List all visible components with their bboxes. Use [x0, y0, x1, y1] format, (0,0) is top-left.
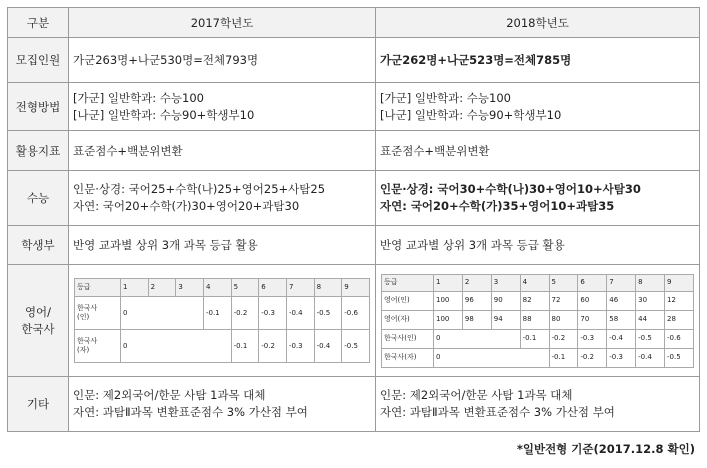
grade-cell: 12 — [665, 291, 694, 310]
grade-cell: 100 — [434, 291, 463, 310]
grade-2017-header-row — [75, 279, 370, 297]
index-2018: 표준점수+백분위변환 — [376, 131, 700, 171]
grade-table-2018 — [381, 274, 694, 368]
grade-cell: -0.4 — [314, 330, 342, 363]
grade-cell: 46 — [607, 291, 636, 310]
grade-table-2017 — [74, 278, 370, 363]
row-grades — [8, 265, 700, 377]
suneung-2017-line2: 자연: 국어20+수학(가)30+영어20+과탐30 — [73, 199, 300, 213]
grade-cell: 90 — [491, 291, 520, 310]
other-2018 — [376, 377, 700, 432]
grade-cell: -0.1 — [231, 330, 259, 363]
grade-cell: 80 — [549, 310, 578, 329]
footnote: *일반전형 기준(2017.12.8 확인) — [516, 442, 695, 456]
label-record: 학생부 — [8, 226, 69, 265]
grades-2018 — [376, 265, 700, 377]
row-record — [8, 226, 700, 265]
grade-cell: 58 — [607, 310, 636, 329]
grade-cell: 0 — [434, 348, 550, 367]
grade-cell: -0.6 — [342, 297, 370, 330]
grades-2017 — [69, 265, 376, 377]
grade-cell: 5 — [231, 279, 259, 297]
suneung-2018-line2: 자연: 국어20+수학(가)35+영어10+과탐35 — [380, 199, 615, 213]
row-index — [8, 131, 700, 171]
label-other: 기타 — [8, 377, 69, 432]
grade-cell: 0 — [121, 297, 204, 330]
grade-cell: 0 — [121, 330, 232, 363]
grade-cell: 60 — [578, 291, 607, 310]
grade-row-name — [75, 330, 121, 363]
recruit-2018: 가군262명+나군523명=전체785명 — [376, 38, 700, 83]
grade-2018-english-ja-row — [382, 310, 694, 329]
method-2017-line2: [나군] 일반학과: 수능90+학생부10 — [73, 107, 255, 122]
grade-row-name — [75, 297, 121, 330]
grade-cell: 30 — [636, 291, 665, 310]
grade-cell: 96 — [462, 291, 491, 310]
row-other — [8, 377, 700, 432]
grade-cell: 94 — [491, 310, 520, 329]
grade-cell: 72 — [549, 291, 578, 310]
label-index: 활용지표 — [8, 131, 69, 171]
record-2018: 반영 교과별 상위 3개 과목 등급 활용 — [376, 226, 700, 265]
record-2017: 반영 교과별 상위 3개 과목 등급 활용 — [69, 226, 376, 265]
grade-cell: -0.1 — [549, 348, 578, 367]
other-2018-line2: 자연: 과탐Ⅱ과목 변환표준점수 3% 가산점 부여 — [380, 405, 615, 419]
grade-cell: 8 — [636, 274, 665, 291]
grade-cell: 등급 — [75, 279, 121, 297]
header-2017: 2017학년도 — [69, 8, 376, 38]
grade-cell: 100 — [434, 310, 463, 329]
grade-row-name: 영어(인) — [382, 291, 434, 310]
method-2018 — [376, 83, 700, 131]
grade-cell: 5 — [549, 274, 578, 291]
grade-cell: -0.3 — [578, 329, 607, 348]
grade-cell: -0.5 — [314, 297, 342, 330]
grade-cell: 0 — [434, 329, 521, 348]
grade-cell: 1 — [434, 274, 463, 291]
grade-cell: 등급 — [382, 274, 434, 291]
index-2017: 표준점수+백분위변환 — [69, 131, 376, 171]
grade-cell: -0.2 — [231, 297, 259, 330]
grade-cell: 7 — [286, 279, 314, 297]
suneung-2017 — [69, 171, 376, 226]
grade-cell: 98 — [462, 310, 491, 329]
grade-cell: -0.2 — [549, 329, 578, 348]
row-suneung — [8, 171, 700, 226]
other-2017-line1: 인문: 제2외국어/한문 사탐 1과목 대체 — [73, 388, 266, 402]
header-category: 구분 — [8, 8, 69, 38]
grade-cell: -0.3 — [259, 297, 287, 330]
grade-cell: 1 — [121, 279, 149, 297]
grade-cell: 4 — [203, 279, 231, 297]
grade-2017-history-ja-row — [75, 330, 370, 363]
header-row — [8, 8, 700, 38]
grade-cell: 70 — [578, 310, 607, 329]
recruit-2017: 가군263명+나군530명=전체793명 — [69, 38, 376, 83]
grade-cell: 4 — [520, 274, 549, 291]
grade-cell: -0.4 — [607, 329, 636, 348]
grade-cell: 3 — [491, 274, 520, 291]
grade-row-name: 한국사(인) — [382, 329, 434, 348]
label-method: 전형방법 — [8, 83, 69, 131]
grade-row-name-line: 한국사 — [77, 337, 98, 345]
grade-cell: 9 — [342, 279, 370, 297]
label-grades — [8, 265, 69, 377]
grade-cell: 88 — [520, 310, 549, 329]
grade-cell: 3 — [176, 279, 204, 297]
grade-cell: 2 — [148, 279, 176, 297]
grade-2018-history-in-row — [382, 329, 694, 348]
grade-row-name: 한국사(자) — [382, 348, 434, 367]
grade-2018-history-ja-row — [382, 348, 694, 367]
label-grades-line2: 한국사 — [21, 321, 55, 336]
grade-cell: -0.4 — [286, 297, 314, 330]
grade-cell: 9 — [665, 274, 694, 291]
label-grades-line1: 영어/ — [24, 304, 52, 319]
method-2018-line1: [가군] 일반학과: 수능100 — [380, 90, 511, 105]
suneung-2017-line1: 인문·상경: 국어25+수학(나)25+영어25+사탐25 — [73, 182, 326, 196]
method-2017-line1: [가군] 일반학과: 수능100 — [73, 90, 204, 105]
grade-row-name-line: (자) — [77, 346, 90, 354]
grade-cell: -0.6 — [665, 329, 694, 348]
method-2017 — [69, 83, 376, 131]
header-2018: 2018학년도 — [376, 8, 700, 38]
grade-cell: 8 — [314, 279, 342, 297]
grade-cell: 6 — [259, 279, 287, 297]
grade-cell: -0.3 — [607, 348, 636, 367]
grade-cell: -0.2 — [259, 330, 287, 363]
row-method — [8, 83, 700, 131]
suneung-2018-line1: 인문·상경: 국어30+수학(나)30+영어10+사탐30 — [380, 182, 641, 196]
grade-cell: -0.5 — [636, 329, 665, 348]
grade-cell: -0.4 — [636, 348, 665, 367]
grade-cell: 7 — [607, 274, 636, 291]
label-recruit: 모집인원 — [8, 38, 69, 83]
grade-cell: 44 — [636, 310, 665, 329]
grade-cell: -0.1 — [203, 297, 231, 330]
label-suneung: 수능 — [8, 171, 69, 226]
grade-2018-english-in-row — [382, 291, 694, 310]
grade-row-name: 영어(자) — [382, 310, 434, 329]
grade-cell: 28 — [665, 310, 694, 329]
grade-row-name-line: (인) — [77, 313, 90, 321]
grade-2018-header-row — [382, 274, 694, 291]
grade-cell: 6 — [578, 274, 607, 291]
grade-2017-history-in-row — [75, 297, 370, 330]
grade-cell: -0.1 — [520, 329, 549, 348]
grade-cell: -0.5 — [665, 348, 694, 367]
row-recruit — [8, 38, 700, 83]
grade-cell: 2 — [462, 274, 491, 291]
suneung-2018 — [376, 171, 700, 226]
grade-row-name-line: 한국사 — [77, 304, 98, 312]
admissions-comparison-table — [7, 7, 700, 432]
grade-cell: -0.5 — [342, 330, 370, 363]
grade-cell: -0.2 — [578, 348, 607, 367]
other-2018-line1: 인문: 제2외국어/한문 사탐 1과목 대체 — [380, 388, 573, 402]
grade-cell: 82 — [520, 291, 549, 310]
other-2017-line2: 자연: 과탐Ⅱ과목 변환표준점수 3% 가산점 부여 — [73, 405, 308, 419]
other-2017 — [69, 377, 376, 432]
grade-cell: -0.3 — [286, 330, 314, 363]
method-2018-line2: [나군] 일반학과: 수능90+학생부10 — [380, 107, 562, 122]
